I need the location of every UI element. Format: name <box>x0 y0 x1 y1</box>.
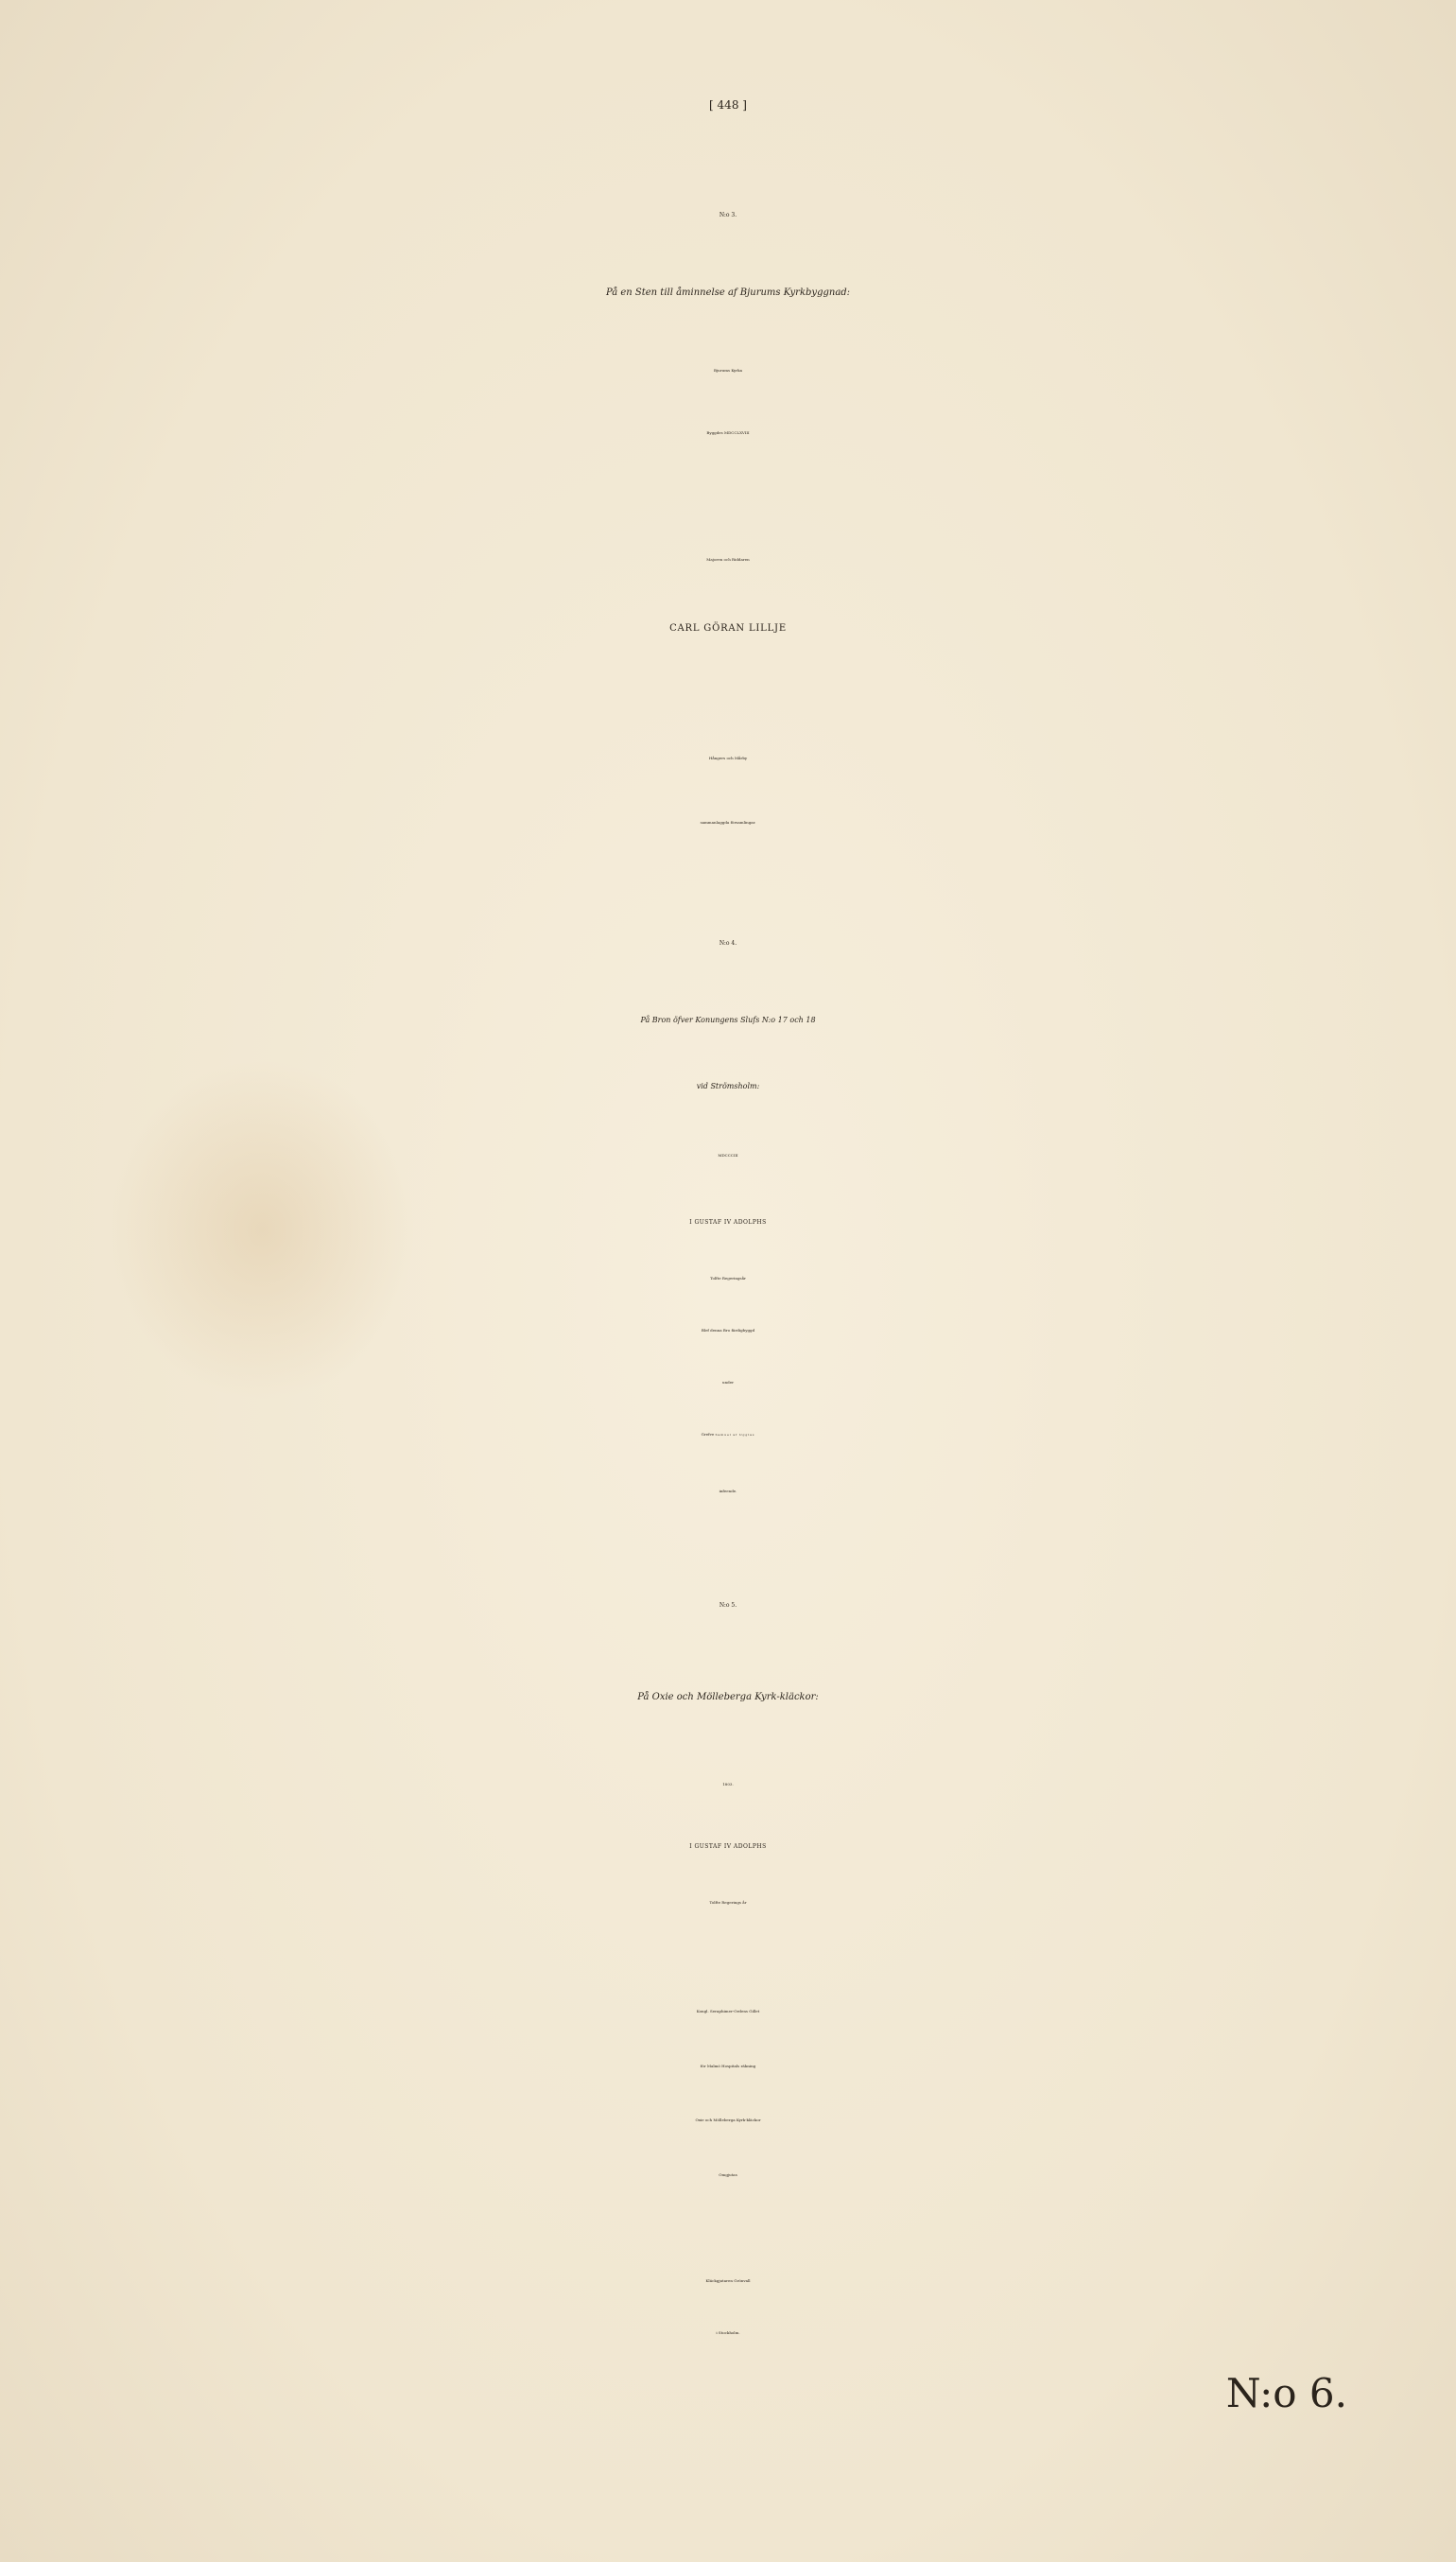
section-4-line-2: I GUSTAF IV ADOLPHS <box>689 1219 767 1226</box>
section-4-line-4: Blef denna Bro färdigbyggd <box>701 1328 755 1333</box>
section-3-line-5: CARL GÖRAN LILLJE <box>669 623 787 634</box>
section-4-line-1: MDCCCIII <box>718 1153 738 1158</box>
section-3-line-7: Hångers och Mårby <box>708 756 748 760</box>
section-4-grefve-line <box>0 1433 1456 1437</box>
section-3-number: N:o 3. <box>719 212 737 218</box>
section-4-line-3: Tolfte Regeringsår <box>710 1276 746 1281</box>
catchword: N:o 6. <box>1225 2370 1347 2416</box>
section-4-heading-1: På Bron öfver Konungens Slufs N:o 17 och 18 <box>640 1016 816 1024</box>
section-3-line-4: Majoren och Riddaren <box>706 557 750 562</box>
grefve-title: Grefve <box>701 1432 715 1437</box>
section-3-line-8: sammanlaggda församlingar. <box>700 820 756 825</box>
section-5-line-11: i Stockholm. <box>716 2330 740 2335</box>
section-5-line-10: Kläckgjutaren Grönvall <box>705 2278 751 2283</box>
section-4-number: N:o 4. <box>719 940 737 947</box>
section-5-line-7: Oxie och Mölleberga Kyrk-kläckor <box>695 2118 761 2122</box>
section-4-line-5: under <box>722 1380 734 1385</box>
section-5-number: N:o 5. <box>719 1602 737 1609</box>
section-3-line-1: Bjurums Kyrka <box>713 368 743 373</box>
section-4-last-line: infeende. <box>719 1489 737 1493</box>
section-5-line-3: Tolfte Regerings år <box>709 1900 747 1905</box>
section-5-line-5: Kongl. Seraphimer-Ordens Gillet <box>696 2009 760 2013</box>
section-5-heading: På Oxie och Mölleberga Kyrk-kläckor: <box>637 1692 819 1702</box>
page-number: [ 448 ] <box>709 98 747 112</box>
section-3-heading: På en Sten till åminnelse af Bjurums Kyrkbyggnad: <box>605 288 851 298</box>
section-5-line-6: för Malmö Hospitals räkning <box>700 2064 756 2068</box>
grefve-name: Samuel af Ugglas <box>715 1433 755 1437</box>
section-5-line-2: I GUSTAF IV ADOLPHS <box>689 1843 767 1850</box>
section-4-heading-2: vid Strömsholm: <box>696 1082 760 1090</box>
section-5-line-8: Omgjutas <box>719 2172 737 2177</box>
section-5-line-1: 1803. <box>722 1782 734 1786</box>
section-3-line-2: Byggdes MDCCLXVIII <box>706 430 750 435</box>
